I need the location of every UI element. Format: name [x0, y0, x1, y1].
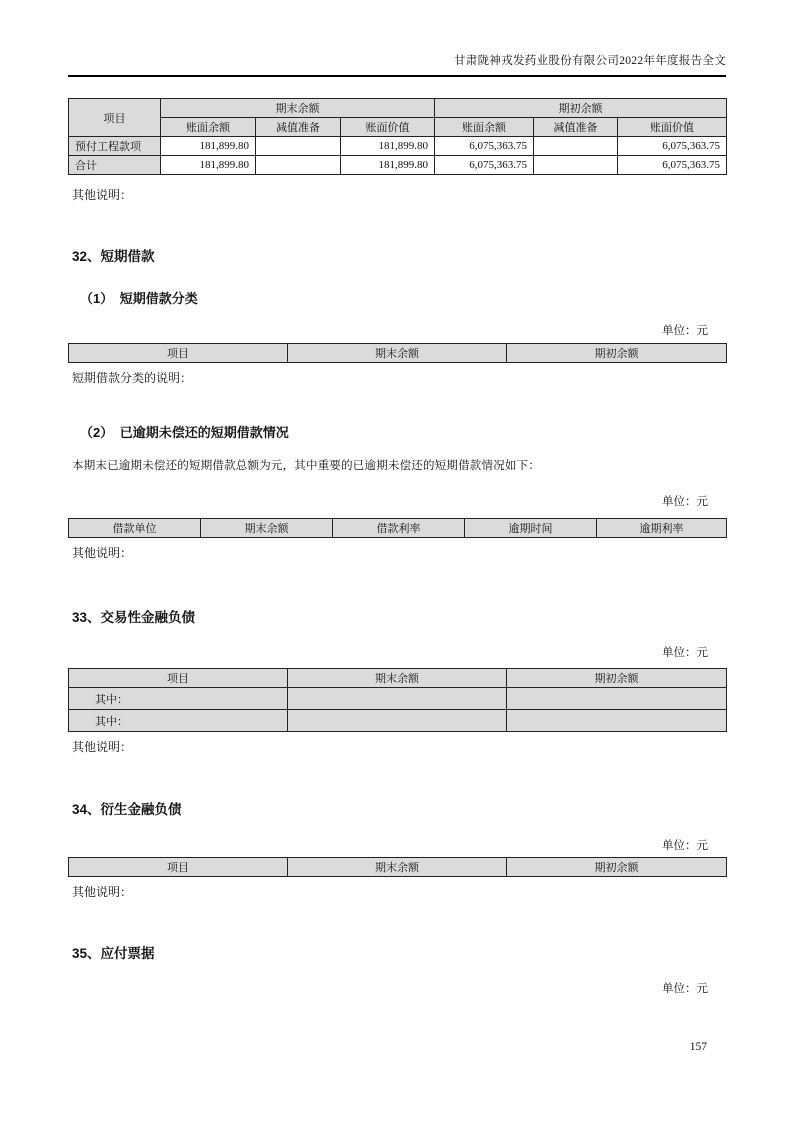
section-33-title: 33、交易性金融负债: [72, 610, 196, 625]
col-header-item: 项目: [69, 858, 288, 877]
page-number: 157: [689, 1041, 707, 1053]
col-group-ending-balance: 期末余额: [161, 99, 435, 118]
derivative-financial-liabilities-table: [68, 857, 727, 877]
col-header-beginning-balance: 期初余额: [507, 858, 727, 877]
overdue-loan-table: [68, 518, 727, 538]
table-subheader-row: [69, 118, 727, 137]
report-header-title: 甘肃陇神戎发药业股份有限公司2022年年度报告全文: [68, 54, 726, 77]
unit-label: 单位：元: [662, 496, 708, 508]
col-header-ending-balance: 期末余额: [288, 858, 507, 877]
cell-value: 6,075,363.75: [618, 137, 727, 156]
col-header-overdue-time: 逾期时间: [465, 519, 597, 538]
other-note-label: 其他说明：: [72, 546, 133, 560]
cell-value: 6,075,363.75: [618, 156, 727, 175]
col-header-loan-rate: 借款利率: [333, 519, 465, 538]
section-34-title: 34、衍生金融负债: [72, 802, 182, 817]
empty-cell: [534, 156, 618, 175]
col-header-item: 项目: [69, 344, 288, 363]
table-header-row: [69, 99, 727, 118]
table-row: [69, 710, 727, 732]
col-header-impairment: 减值准备: [256, 118, 341, 137]
col-header-ending-balance: 期末余额: [288, 669, 507, 688]
empty-cell: [256, 156, 341, 175]
row-item-label: 其中：: [69, 710, 288, 732]
section-35-title: 35、应付票据: [72, 946, 155, 961]
row-item-label: 其中：: [69, 688, 288, 710]
overdue-loan-paragraph: 本期末已逾期未偿还的短期借款总额为元，其中重要的已逾期未偿还的短期借款情况如下：: [72, 460, 540, 472]
col-header-ending-balance: 期末余额: [288, 344, 507, 363]
unit-label: 单位：元: [662, 840, 708, 852]
col-header-beginning-balance: 期初余额: [507, 669, 727, 688]
empty-cell: [288, 688, 507, 710]
unit-label: 单位：元: [662, 983, 708, 995]
empty-cell: [507, 688, 727, 710]
col-header-book-value: 账面价值: [618, 118, 727, 137]
col-header-book-value: 账面价值: [341, 118, 435, 137]
cell-value: 6,075,363.75: [435, 156, 534, 175]
col-header-lender: 借款单位: [69, 519, 201, 538]
short-term-loan-classification-table: [68, 343, 727, 363]
col-header-item: 项目: [69, 99, 161, 137]
empty-cell: [507, 710, 727, 732]
col-header-item: 项目: [69, 669, 288, 688]
row-item-label: 预付工程款项: [69, 137, 161, 156]
empty-cell: [288, 710, 507, 732]
other-note-label: 其他说明：: [72, 188, 133, 202]
col-header-overdue-rate: 逾期利率: [597, 519, 727, 538]
col-header-ending-balance: 期末余额: [201, 519, 333, 538]
section-32-2-title: （2） 已逾期未偿还的短期借款情况: [80, 425, 289, 440]
unit-label: 单位：元: [662, 325, 708, 337]
col-group-beginning-balance: 期初余额: [435, 99, 727, 118]
table-header-row: [69, 519, 727, 538]
table-row-total: [69, 156, 727, 175]
col-header-book-balance: 账面余额: [435, 118, 534, 137]
empty-cell: [256, 137, 341, 156]
col-header-book-balance: 账面余额: [161, 118, 256, 137]
table-header-row: [69, 858, 727, 877]
section-32-1-title: （1） 短期借款分类: [80, 291, 198, 306]
empty-cell: [534, 137, 618, 156]
unit-label: 单位：元: [662, 647, 708, 659]
section-32-title: 32、短期借款: [72, 249, 155, 264]
other-note-label: 其他说明：: [72, 740, 133, 754]
cell-value: 181,899.80: [161, 156, 256, 175]
table-row-prepaid-project: [69, 137, 727, 156]
classification-note-label: 短期借款分类的说明：: [72, 371, 193, 385]
col-header-beginning-balance: 期初余额: [507, 344, 727, 363]
table-header-row: [69, 344, 727, 363]
cell-value: 181,899.80: [341, 137, 435, 156]
trading-financial-liabilities-table: [68, 668, 727, 732]
table-row: [69, 688, 727, 710]
cell-value: 181,899.80: [161, 137, 256, 156]
cell-value: 181,899.80: [341, 156, 435, 175]
row-item-label: 合计: [69, 156, 161, 175]
table-header-row: [69, 669, 727, 688]
prepayments-table: [68, 98, 727, 175]
other-note-label: 其他说明：: [72, 885, 133, 899]
col-header-impairment: 减值准备: [534, 118, 618, 137]
cell-value: 6,075,363.75: [435, 137, 534, 156]
